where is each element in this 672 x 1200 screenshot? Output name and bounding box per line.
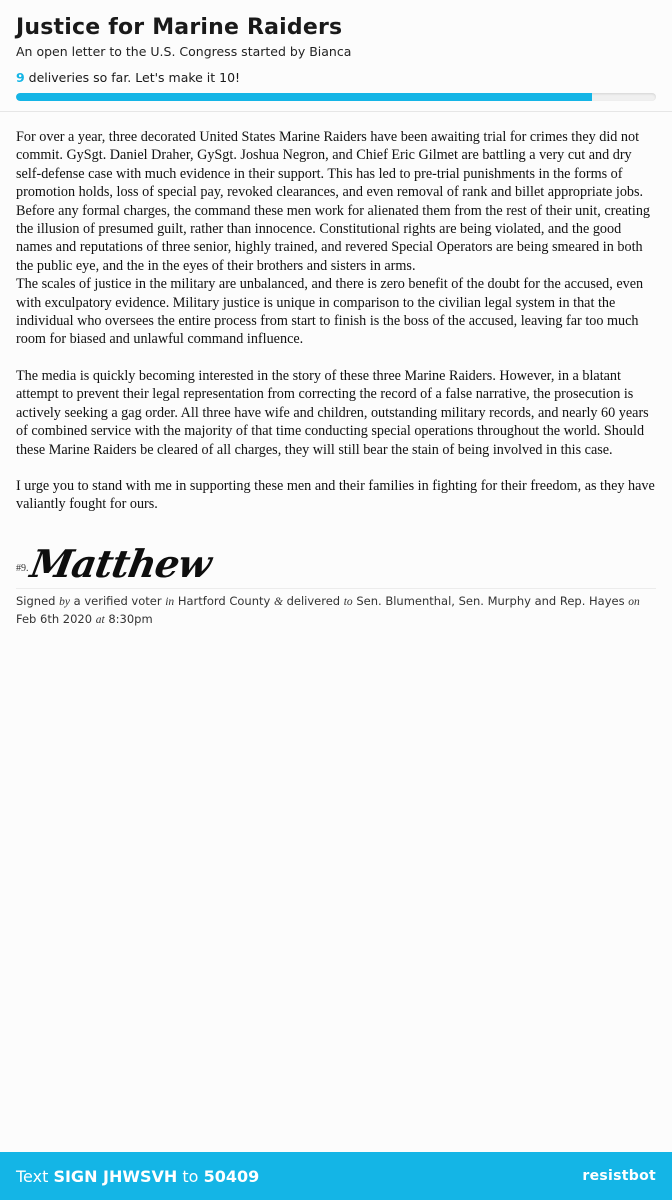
signer-location: Hartford County (177, 593, 271, 608)
footer-number: 50409 (203, 1166, 260, 1186)
delivery-progress-text (16, 69, 656, 87)
letter-header (0, 0, 672, 101)
letter-paragraph: The media is quickly becoming interested in the story of these three Marine Raiders. However, in a blatant attempt to prevent their legal representation from correcting the record of a false narrative, the prosecution is actively seeking a gag order. All three have wife and children, outstanding military records, and nearly 60 years of combined service with the majority of that time conducting special operations throughout the world. Should these Marine Raiders be cleared of all charges, they will still bear the stain of being involved in this case. (16, 367, 649, 458)
signed-time: 8:30pm (108, 611, 153, 626)
delivered-label: delivered (286, 593, 341, 608)
signed-label: Signed (16, 593, 56, 608)
by-word: by (59, 595, 70, 608)
delivery-count: 9 (16, 70, 25, 85)
letter-paragraph: For over a year, three decorated United States Marine Raiders have been awaiting trial for crimes they did not commit. GySgt. Daniel Draher, GySgt. Joshua Negron, and Chief Eric Gilmet are battling a very cut and dry self-defense case with much evidence in their support. This has led to pre-trial punishments in the forms of promotion holds, loss of special pay, revoked clearances, and even removal of rank and billet appropriate jobs. Before any formal charges, the command these men work for alienated them from the rest of their unit, creating the illusion of presumed guilt, rather than innocence. Constitutional rights are being violated, and the good names and reputations of three senior, highly trained, and revered Special Operators are being smeared in both the public eye, and the in the eyes of their brothers and sisters in arms. (16, 129, 651, 274)
delivery-progress-fill (16, 93, 592, 101)
ampersand: & (273, 595, 283, 608)
letter-body (0, 112, 672, 514)
footer-to-word: to (182, 1166, 199, 1186)
page-title: Justice for Marine Raiders (16, 15, 343, 40)
footer-keyword: SIGN JHWSVH (53, 1166, 178, 1186)
signature-details (0, 589, 672, 629)
recipients: Sen. Blumenthal, Sen. Murphy and Rep. Hayes (356, 593, 625, 608)
letter-paragraph: I urge you to stand with me in supporting these men and their families in fighting for their freedom, as they have valiantly fought for ours. (16, 477, 655, 513)
resistbot-logo[interactable]: resistbot (582, 1168, 656, 1184)
letter-paragraph: The scales of justice in the military are unbalanced, and there is zero benefit of the doubt for the accused, even with exculpatory evidence. Military justice is unique in comparison to the civilian legal system in that the individual who oversees the entire process from start to finish is the boss of the accused, leaving far too much room for biased and unlawful command influence. (16, 276, 644, 348)
delivery-progress-label: deliveries so far. Let's make it 10! (24, 70, 241, 85)
on-word: on (628, 595, 640, 608)
text-to-sign-cta[interactable] (16, 1167, 259, 1186)
in-word: in (165, 595, 175, 608)
footer-text-word: Text (16, 1166, 49, 1186)
signed-date: Feb 6th 2020 (16, 611, 93, 626)
to-word: to (343, 595, 353, 608)
signer-type: a verified voter (73, 593, 162, 608)
footer-bar (0, 1152, 672, 1200)
delivery-progress-bar (16, 93, 656, 101)
page-subtitle: An open letter to the U.S. Congress started by Bianca (16, 44, 352, 59)
signature-number: #9. (16, 562, 29, 574)
signature (0, 514, 672, 584)
at-word: at (95, 613, 105, 626)
signature-name: Matthew (26, 540, 214, 586)
